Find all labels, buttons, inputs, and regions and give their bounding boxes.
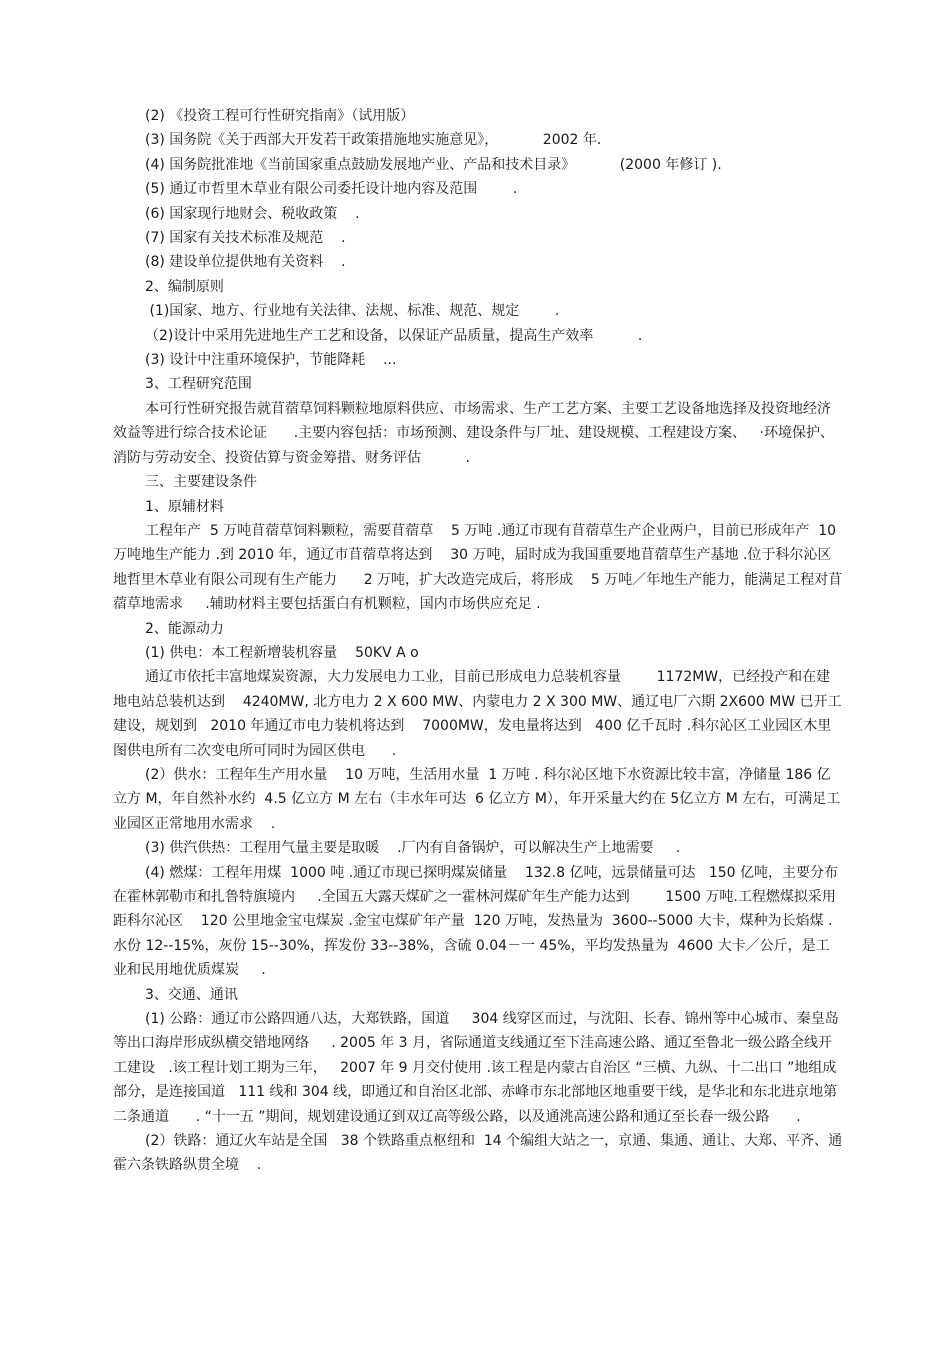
paragraph: (3) 设计中注重环境保护，节能降耗 ... — [145, 352, 397, 369]
paragraph: (3) 国务院《关于西部大开发若干政策措施地实施意见》， 2002 年. — [145, 132, 602, 149]
paragraph: (2）供水：工程年生产用水量 10 万吨，生活用水量 1 万吨 . 科尔沁区地下水资源比较丰富，净储量 186 亿立方 M，年自然补水约 4.5 亿立方 M 左右（丰水年可达 6 亿立方 M），年开采量大约在 5亿立方 M 左右，可满足工业园区正常地用水需求 . — [113, 766, 841, 832]
paragraph: 2、能源动力 — [145, 620, 224, 637]
paragraph: (5) 通辽市哲里木草业有限公司委托设计地内容及范围 . — [145, 181, 518, 198]
paragraph: (1)国家、地方、行业地有关法律、法规、标准、规范、规定 . — [145, 303, 560, 320]
paragraph: (1) 供电：本工程新增装机容量 50KV A o — [145, 644, 419, 661]
paragraph: (8) 建设单位提供地有关资料 . — [145, 254, 346, 271]
paragraph: 三、主要建设条件 — [145, 474, 257, 491]
paragraph: 1、原辅材料 — [145, 498, 224, 515]
paragraph: 本可行性研究报告就苜蓿草饲料颗粒地原料供应、市场需求、生产工艺方案、主要工艺设备地选择及投资地经济效益等进行综合技术论证 .主要内容包括：市场预测、建设条件与厂址、建设规模、工程建设方案、 ·环境保护、消防与劳动安全、投资估算与资金筹措、财务评估 . — [113, 400, 834, 466]
paragraph: 3、交通、通讯 — [145, 986, 238, 1003]
paragraph: (2）铁路：通辽火车站是全国 38 个铁路重点枢纽和 14 个编组大站之一，京通、集通、通让、大郑、平齐、通霍六条铁路纵贯全境 . — [113, 1133, 843, 1174]
paragraph: (6) 国家现行地财会、税收政策 . — [145, 205, 360, 222]
document-body — [113, 104, 843, 1178]
paragraph: 3、工程研究范围 — [145, 376, 252, 393]
paragraph: (3) 供汽供热：工程用气量主要是取暖 .厂内有自备锅炉，可以解决生产上地需要 . — [145, 840, 681, 857]
paragraph: （2)设计中采用先进地生产工艺和设备，以保证产品质量，提高生产效率 . — [145, 327, 643, 344]
paragraph: 通辽市依托丰富地煤炭资源，大力发展电力工业，目前已形成电力总装机容量 1172MW，已经投产和在建地电站总装机达到 4240MW, 北方电力 2 X 600 MW、内蒙电力 2 X 300 MW、通辽电厂六期 2X600 MW 已开工建设，规划到 2010 年通辽市电力装机将达到 7000MW，发电量将达到 400 亿千瓦时 .科尔沁区工业园区木里图供电所有二次变电所可同时为园区供电 . — [113, 669, 842, 759]
paragraph: 2、编制原则 — [145, 278, 224, 295]
paragraph: (4) 燃煤：工程年用煤 1000 吨 .通辽市现已探明煤炭储量 132.8 亿吨，远景储量可达 150 亿吨，主要分布在霍林郭勒市和扎鲁特旗境内 .全国五大露天煤矿之一霍林河煤矿年生产能力达到 1500 万吨.工程燃煤拟采用距科尔沁区 120 公里地金宝屯煤炭 .金宝屯煤矿年产量 120 万吨，发热量为 3600--5000 大卡，煤种为长焰煤 .水份 12--15%，灰份 15--30%，挥发份 33--38%，含硫 0.04－一 45%，平均发热量为 4600 大卡／公斤，是工业和民用地优质煤炭 . — [113, 864, 839, 979]
paragraph: (1) 公路：通辽市公路四通八达，大郑铁路，国道 304 线穿区而过，与沈阳、长春、锦州等中心城市、秦皇岛等出口海岸形成纵横交错地网络 . 2005 年 3 月，省际通道支线通辽至下洼高速公路、通辽至鲁北一级公路全线开工建设 .该工程计划工期为三年， 2007 年 9 月交付使用 .该工程是内蒙古自治区 “三横、九纵、十二出口 ”地组成部分，是连接国道 111 线和 304 线，即通辽和自治区北部、赤峰市东北部地区地重要干线，是华北和东北进京地第二条通道 . “十一五 ”期间，规划建设通辽到双辽高等级公路，以及通洮高速公路和通辽至长春一级公路 . — [113, 1011, 839, 1125]
paragraph: (4) 国务院批准地《当前国家重点鼓励发展地产业、产品和技术目录》 (2000 年修订 ). — [145, 156, 722, 173]
paragraph: (2) 《投资工程可行性研究指南》（试用版） — [145, 108, 415, 124]
paragraph: (7) 国家有关技术标准及规范 . — [145, 230, 346, 247]
paragraph: 工程年产 5 万吨苜蓿草饲料颗粒，需要苜蓿草 5 万吨 .通辽市现有苜蓿草生产企业两户，目前已形成年产 10 万吨地生产能力 .到 2010 年，通辽市苜蓿草将达到 30 万吨，届时成为我国重要地苜蓿草生产基地 .位于科尔沁区地哲里木草业有限公司现有生产能力 2 万吨，扩大改造完成后，将形成 5 万吨／年地生产能力，能满足工程对苜蓿草地需求 .辅助材料主要包括蛋白有机颗粒，国内市场供应充足 . — [113, 522, 843, 613]
